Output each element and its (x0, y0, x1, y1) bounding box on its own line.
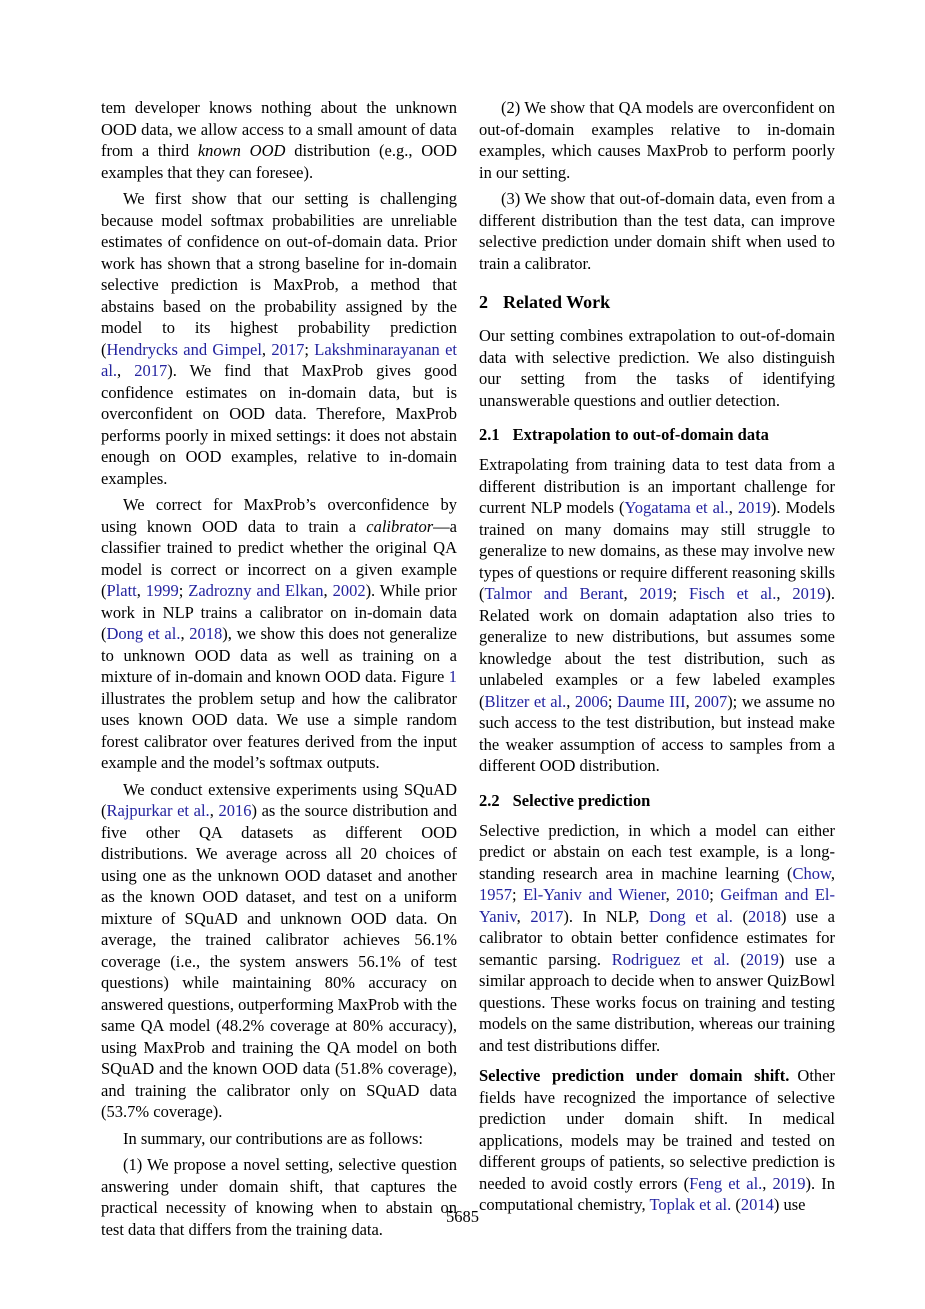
text-run: We first show that our setting is challenging because model softmax probabilities are unreliable estimates of confidence on out-of-domain data. Prior work has shown that a strong baseline for in-domain selective prediction is MaxProb, a method that abstains based on the probability assigned by the model to its highest probability prediction ( (101, 189, 457, 359)
subsection-heading (479, 790, 835, 811)
heading-text: Selective prediction (512, 790, 651, 810)
text-run: distribution (e.g., OOD examples that they can foresee). (101, 141, 457, 182)
text-run: ); we assume no such access to the test distribution, but instead make the weaker assumption of access to samples from a different OOD distribution. (479, 691, 836, 775)
text-run: illustrates the problem setup and how the calibrator uses known OOD data. We use a simple random forest calibrator over features derived from the input example and the model’s softmax outputs. (101, 688, 457, 772)
heading-number: 2.2 (479, 790, 500, 810)
paragraph (101, 779, 457, 1123)
run-in-heading: Selective prediction under domain shift. (479, 1066, 790, 1085)
paragraph (479, 454, 835, 777)
citation-link[interactable]: 2010 (676, 885, 710, 904)
paragraph (101, 97, 457, 183)
citation-link[interactable]: Blitzer et al. (484, 691, 567, 711)
citation-link[interactable]: Dong et al. (649, 906, 733, 926)
text-run: tem developer knows nothing about the unknown OOD data, we allow access to a small amount of data from a third (101, 98, 457, 160)
citation-link[interactable]: 2019 (745, 949, 779, 969)
text-run: , (566, 691, 575, 711)
citation-link[interactable]: Geifman and El-Yaniv (479, 885, 835, 926)
text-run: ; (709, 885, 721, 904)
citation-link[interactable]: 2006 (574, 691, 608, 711)
text-run: , (209, 801, 219, 820)
paragraph (479, 1065, 835, 1216)
heading-text: Extrapolation to out-of-domain data (512, 425, 769, 444)
citation-link[interactable]: 2017 (134, 361, 168, 380)
citation-link[interactable]: Dong et al. (106, 624, 181, 643)
text-run: , (516, 906, 531, 926)
text-run: (2) We show that QA models are overconfident on out-of-domain examples relative to in-domain examples, which causes MaxProb to perform poorly in our setting. (479, 98, 835, 182)
text-run: ; (512, 885, 524, 904)
text-run: ; (607, 691, 617, 711)
citation-link[interactable]: El-Yaniv and Wiener (523, 885, 666, 904)
text-run: , (180, 624, 190, 643)
right-column (479, 97, 835, 1221)
text-run: ), we show this does not generalize to unknown OOD data as well as training on a mixture of in-domain and known OOD data. Figure (101, 624, 457, 686)
text-run: ; (178, 581, 189, 600)
citation-link[interactable]: 2016 (218, 801, 252, 820)
text-run: , (261, 339, 272, 359)
text-run: , (830, 863, 835, 883)
citation-link[interactable]: Yogatama et al. (624, 498, 729, 517)
text-run: , (665, 885, 677, 904)
paragraph (479, 325, 835, 411)
italic-text: calibrator (366, 516, 434, 536)
text-run: In summary, our contributions are as follows: (123, 1128, 423, 1148)
text-run: , (623, 584, 640, 603)
text-run: ( (729, 949, 746, 969)
text-run: (1) We propose a novel setting, selective question answering under domain shift, that captures the practical necessity of knowing when to abstain on test data that differs from the training data. (101, 1155, 457, 1239)
text-run: , (117, 361, 135, 380)
paragraph (479, 97, 835, 183)
citation-link[interactable]: Hendrycks and Gimpel (106, 339, 262, 359)
paragraph (101, 188, 457, 489)
section-heading (479, 291, 835, 313)
citation-link[interactable]: Zadrozny and Elkan (188, 581, 324, 600)
citation-link[interactable]: Rajpurkar et al. (106, 801, 210, 820)
citation-link[interactable]: 2014 (740, 1195, 774, 1214)
text-run: ). Models trained on many domains may still struggle to generalize to new domains, as these may involve new types of questions or require different reasoning skills ( (479, 498, 835, 603)
text-run: Extrapolating from training data to test data from a different distribution is an important challenge for current NLP models ( (479, 455, 835, 517)
heading-number: 2 (479, 292, 488, 312)
citation-link[interactable]: Feng et al. (689, 1173, 763, 1193)
citation-link[interactable]: 2019 (772, 1173, 806, 1193)
paragraph (479, 820, 835, 1057)
citation-link[interactable]: Lakshminarayanan et al. (101, 339, 457, 380)
citation-link[interactable]: Platt (106, 581, 137, 600)
heading-number: 2.1 (479, 425, 500, 444)
text-run: ). Related work on domain adaptation also tries to generalize to new distributions, but assumes some knowledge about the test distribution, such as unlabeled examples or a few labeled examples ( (479, 584, 836, 711)
paragraph (101, 1154, 457, 1240)
text-run: ) use a similar approach to decide when to answer QuizBowl questions. These works focus on training and testing models on the same distribution, whereas our training and test distributions differ. (479, 949, 836, 1055)
citation-link[interactable]: 1 (448, 667, 457, 686)
text-run: , (323, 581, 333, 600)
text-run: ) use (773, 1195, 806, 1214)
text-run: Our setting combines extrapolation to out-of-domain data with selective prediction. We also distinguish our setting from the tasks of identifying unanswerable questions and outlier detection. (479, 326, 835, 410)
citation-link[interactable]: 1957 (479, 885, 512, 904)
text-run: Selective prediction, in which a model can either predict or abstain on each test example, is a long-standing research area in machine learning ( (479, 820, 835, 883)
text-run: ). In computational chemistry, (479, 1173, 835, 1214)
text-run: ) as the source distribution and five other QA datasets as different OOD distributions. We average across all 20 choices of using one as the unknown OOD dataset and another as the known OOD dataset, and test on a uniform mixture of SQuAD and unknown OOD data. On average, the trained calibrator achieves 56.1% coverage (i.e., the system answers 56.1% of test questions) while maintaining 80% accuracy on answered questions, outperforming MaxProb with the same QA model (48.2% coverage at 80% accuracy), using MaxProb and training the QA model on both SQuAD and the known OOD data (51.8% coverage), and training the calibrator only on SQuAD data (53.7% coverage). (101, 801, 457, 1121)
text-run: ; (304, 339, 315, 359)
citation-link[interactable]: 2017 (271, 339, 305, 359)
text-run: ( (731, 1195, 741, 1214)
text-run: —a classifier trained to predict whether the original QA model is correct or incorrect on a given example ( (101, 516, 457, 600)
citation-link[interactable]: Fisch et al. (688, 584, 777, 603)
text-run: ; (672, 584, 689, 603)
citation-link[interactable]: Toplak et al. (649, 1195, 732, 1214)
text-run: , (728, 498, 738, 517)
italic-text: known OOD (197, 141, 286, 160)
text-run: We conduct extensive experiments using SQuAD ( (101, 779, 457, 820)
citation-link[interactable]: 2019 (792, 584, 826, 603)
left-column (101, 97, 457, 1245)
text-run: Other fields have recognized the importance of selective prediction under domain shift. In medical applications, models may be trained and tested on different groups of patients, so selective prediction is needed to avoid costly errors ( (479, 1066, 835, 1193)
citation-link[interactable]: 2018 (189, 624, 223, 643)
text-run: ( (732, 906, 748, 926)
citation-link[interactable]: 2018 (747, 906, 781, 926)
citation-link[interactable]: Daume III (616, 691, 686, 711)
citation-link[interactable]: 2017 (530, 906, 564, 926)
heading-text: Related Work (503, 292, 611, 312)
text-run: , (136, 581, 146, 600)
text-run: , (685, 691, 695, 711)
paragraph (101, 494, 457, 774)
citation-link[interactable]: Talmor and Berant (484, 584, 624, 603)
citation-link[interactable]: 2007 (694, 691, 728, 711)
citation-link[interactable]: Chow (792, 863, 831, 883)
paragraph (479, 188, 835, 274)
paragraph (101, 1128, 457, 1150)
text-run: ) use a calibrator to obtain better confidence estimates for semantic parsing. (479, 906, 835, 969)
subsection-heading (479, 424, 835, 445)
citation-link[interactable]: 1999 (145, 581, 179, 600)
citation-link[interactable]: 2019 (737, 498, 771, 517)
text-run: We correct for MaxProb’s overconfidence by using known OOD data to train a (101, 495, 457, 536)
text-run: ). While prior work in NLP trains a calibrator on in-domain data ( (101, 581, 458, 643)
citation-link[interactable]: 2002 (332, 581, 366, 600)
text-run: (3) We show that out-of-domain data, even from a different distribution than the test data, can improve selective prediction under domain shift when used to train a calibrator. (479, 189, 835, 273)
citation-link[interactable]: Rodriguez et al. (611, 949, 730, 969)
page-number: 5685 (446, 1207, 479, 1226)
text-run: , (762, 1173, 773, 1193)
text-run: ). We find that MaxProb gives good confidence estimates on in-domain data, but is overconfident on OOD data. Therefore, MaxProb performs poorly in mixed settings: it does not abstain enough on OOD examples, relative to in-domain examples. (101, 361, 458, 488)
text-run: , (776, 584, 793, 603)
citation-link[interactable]: 2019 (639, 584, 673, 603)
text-run: ). In NLP, (563, 906, 650, 926)
